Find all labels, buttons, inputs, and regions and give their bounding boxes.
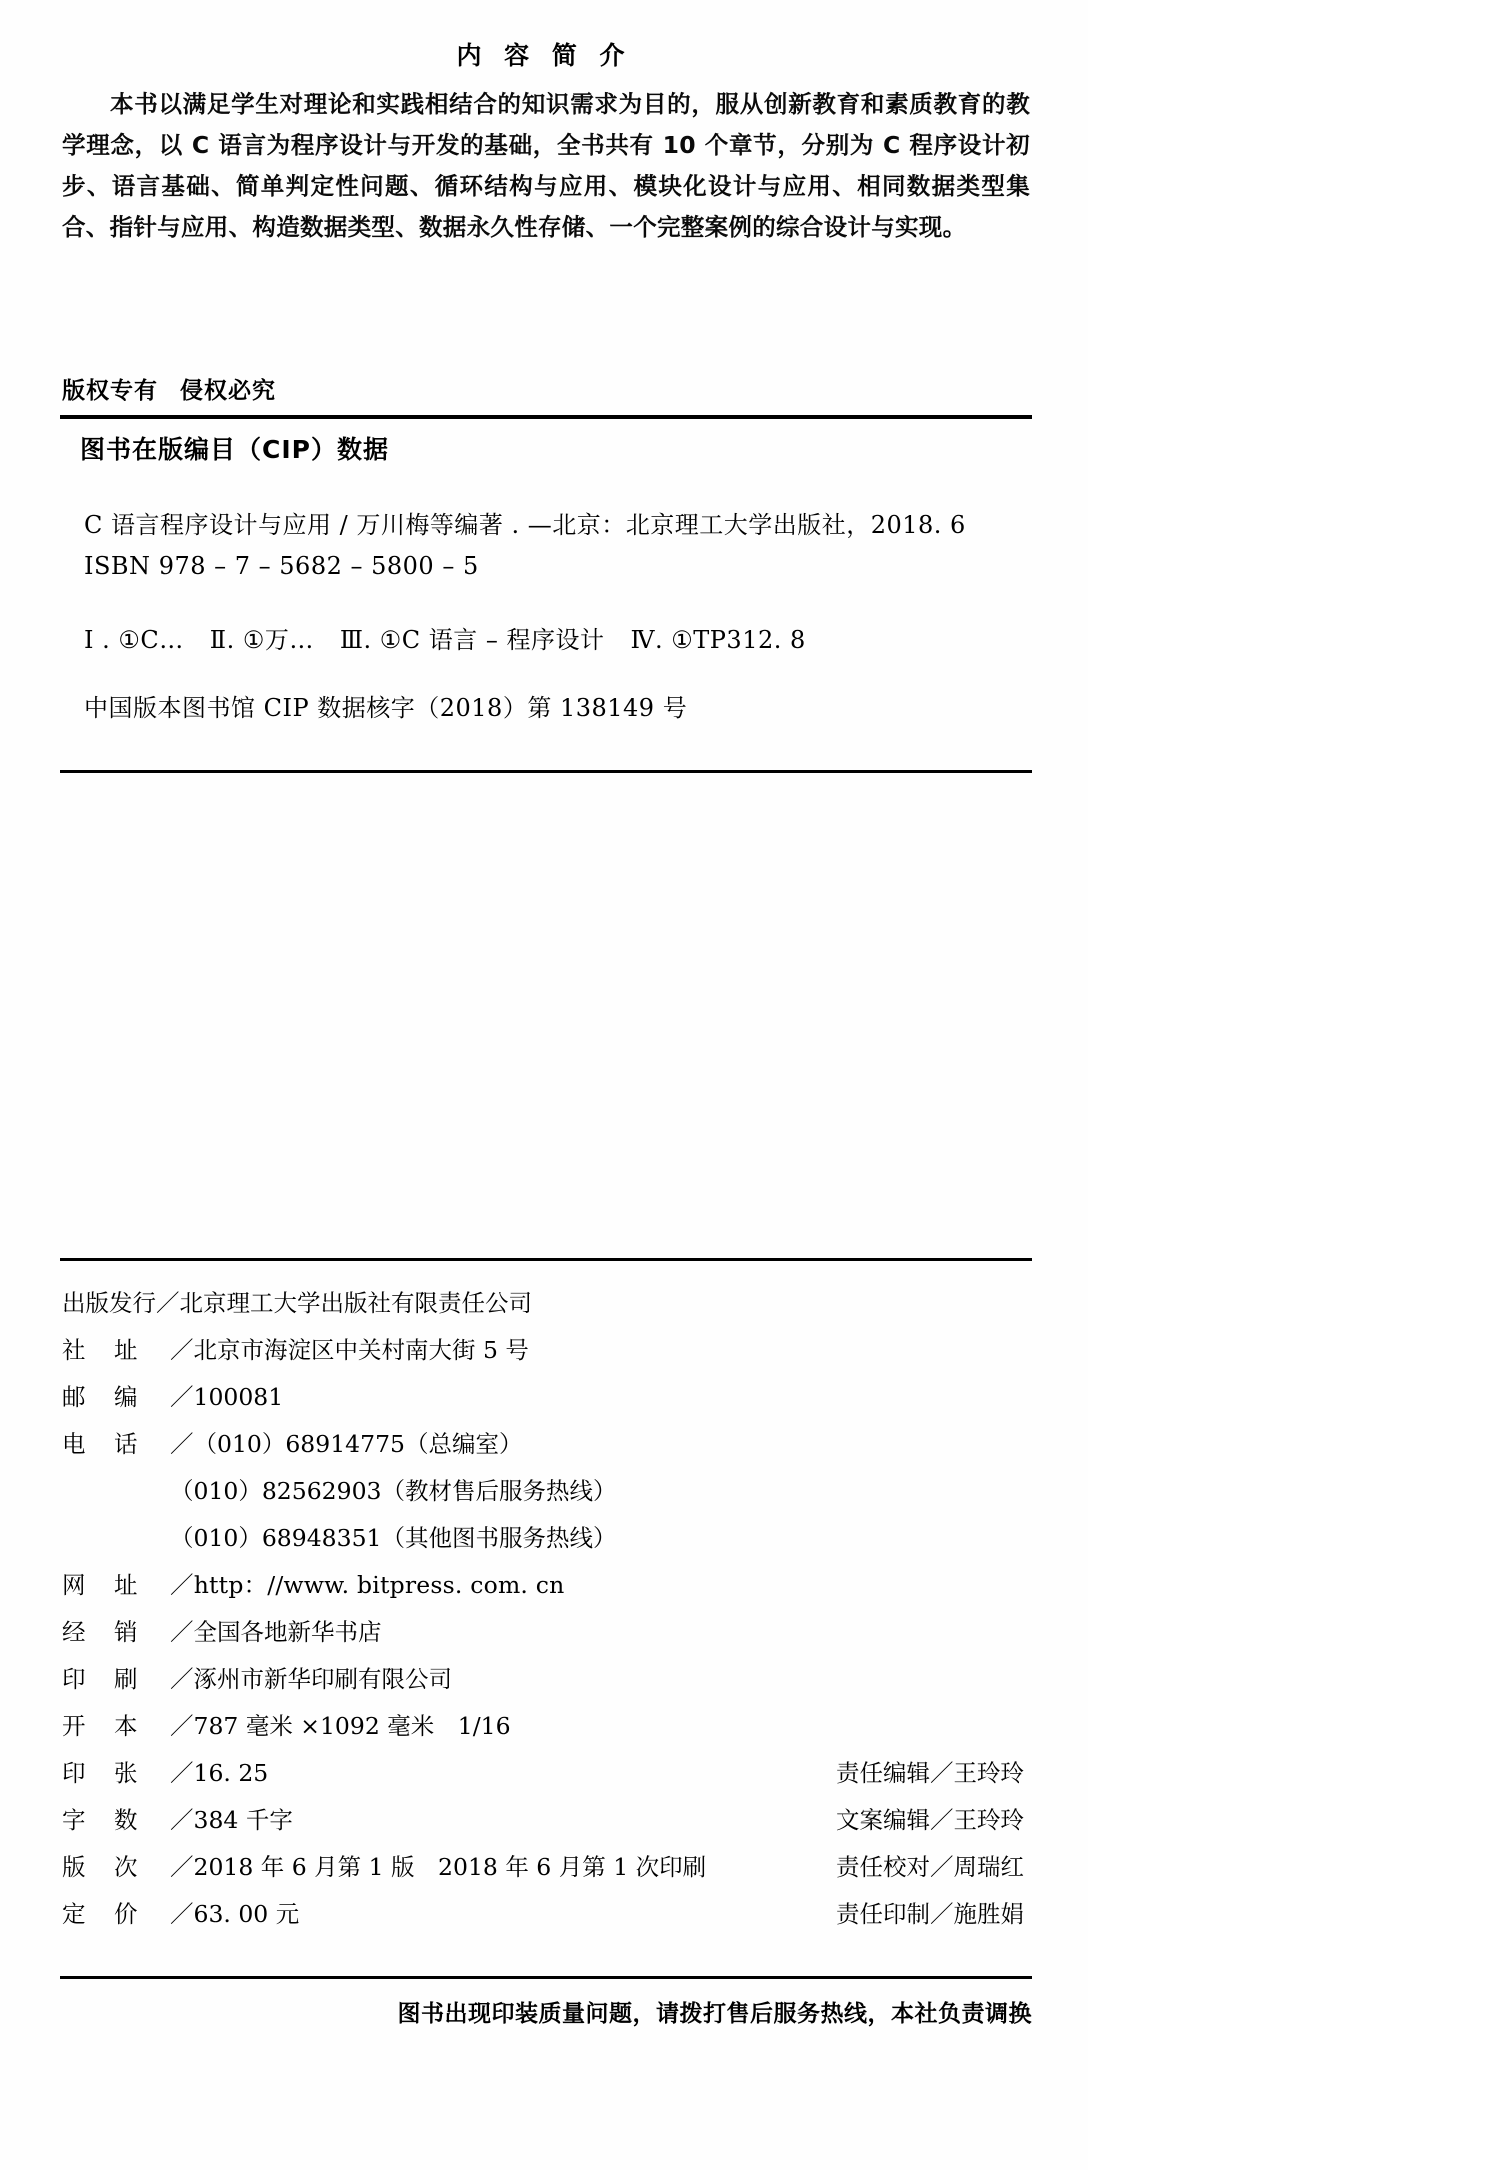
publication-row-label <box>62 1750 170 1797</box>
publication-row <box>62 1844 1032 1891</box>
publication-row <box>62 1750 1032 1797</box>
publication-label-char-1: 社 <box>62 1336 86 1364</box>
publication-label-char-2: 价 <box>114 1900 138 1928</box>
publication-row-value: ／北京市海淀区中关村南大街 5 号 <box>170 1336 529 1364</box>
publication-label-char-1: 印 <box>62 1759 86 1787</box>
cip-title-line: C 语言程序设计与应用 / 万川梅等编著 . —北京：北京理工大学出版社，2018. 6 <box>84 511 966 539</box>
publication-row-value: ／384 千字 <box>170 1806 293 1834</box>
publication-row-value: ／787 毫米 ×1092 毫米 1/16 <box>170 1712 511 1740</box>
cip-classification <box>84 620 806 655</box>
publication-label-char-1: 印 <box>62 1665 86 1693</box>
divider-cip-bottom <box>60 770 1032 773</box>
publication-label-char-1: 经 <box>62 1618 86 1646</box>
publication-staff-credit: 责任校对／周瑞红 <box>836 1853 1024 1881</box>
publication-label-char-1: 定 <box>62 1900 86 1928</box>
page-title: 内 容 简 介 <box>456 41 632 70</box>
publication-label-char-1: 电 <box>62 1430 86 1458</box>
publication-row <box>62 1468 1032 1515</box>
publication-row-value: ／涿州市新华印刷有限公司 <box>170 1665 452 1693</box>
publication-staff-credit: 文案编辑／王玲玲 <box>836 1806 1024 1834</box>
publication-row-value: ／100081 <box>170 1383 284 1411</box>
copyright-notice <box>62 372 276 405</box>
publication-label-char-2: 销 <box>114 1618 138 1646</box>
publication-label-char-2: 编 <box>114 1383 138 1411</box>
publication-row-value: （010）68948351（其他图书服务热线） <box>170 1524 617 1552</box>
publication-details <box>62 1280 1032 1938</box>
publication-row <box>62 1280 1032 1327</box>
publication-row-label <box>62 1562 170 1609</box>
publication-row-value: ／63. 00 元 <box>170 1900 300 1928</box>
publication-row <box>62 1374 1032 1421</box>
cip-heading: 图书在版编目（CIP）数据 <box>80 435 389 464</box>
publication-staff-credit: 责任编辑／王玲玲 <box>836 1759 1024 1787</box>
cip-isbn: ISBN 978 – 7 – 5682 – 5800 – 5 <box>84 552 479 580</box>
publication-row <box>62 1562 1032 1609</box>
publication-label-char-2: 刷 <box>114 1665 138 1693</box>
publication-row-label <box>62 1327 170 1374</box>
cip-class-1: Ⅰ . ①C… <box>84 626 184 654</box>
publication-row-label <box>62 1609 170 1656</box>
publication-row-value: ／全国各地新华书店 <box>170 1618 382 1646</box>
publication-row-label <box>62 1703 170 1750</box>
publication-row <box>62 1609 1032 1656</box>
publication-row-label <box>62 1421 170 1468</box>
publication-row <box>62 1797 1032 1844</box>
publication-row-label <box>62 1891 170 1938</box>
publication-label-char-1: 网 <box>62 1571 86 1599</box>
publication-label-char-1: 邮 <box>62 1383 86 1411</box>
publication-label-char-2: 数 <box>114 1806 138 1834</box>
publication-label-char-2: 话 <box>114 1430 138 1458</box>
publication-row-label <box>62 1374 170 1421</box>
publication-row-value: ／北京理工大学出版社有限责任公司 <box>156 1289 532 1317</box>
content-summary-paragraph: 本书以满足学生对理论和实践相结合的知识需求为目的，服从创新教育和素质教育的教学理念，以 C 语言为程序设计与开发的基础，全书共有 10 个章节，分别为 C 程序设计初步、语言基础、简单判定性问题、循环结构与应用、模块化设计与应用、相同数据类型集合、指针与应用、构造数据类型、数据永久性存储、一个完整案例的综合设计与实现。 <box>62 90 1030 241</box>
publication-label-char-2: 次 <box>114 1853 138 1881</box>
divider-publication-top <box>60 1258 1032 1261</box>
publication-row <box>62 1703 1032 1750</box>
divider-top <box>60 415 1032 419</box>
publication-row-value: （010）82562903（教材售后服务热线） <box>170 1477 617 1505</box>
publication-row <box>62 1656 1032 1703</box>
cip-class-3: Ⅲ. ①C 语言 – 程序设计 <box>339 626 605 654</box>
publication-label-char-2: 张 <box>114 1759 138 1787</box>
cip-class-2: Ⅱ. ①万… <box>209 626 314 654</box>
publication-row-label <box>62 1797 170 1844</box>
publication-row <box>62 1421 1032 1468</box>
publication-row <box>62 1891 1032 1938</box>
cip-class-4: Ⅳ. ①TP312. 8 <box>630 626 806 654</box>
footer-quality-note: 图书出现印装质量问题，请拨打售后服务热线，本社负责调换 <box>397 2001 1032 2027</box>
divider-publication-bottom <box>60 1976 1032 1979</box>
publication-label-char-2: 址 <box>114 1571 138 1599</box>
publication-row-value: ／http：//www. bitpress. com. cn <box>170 1571 565 1599</box>
publication-row-label <box>62 1656 170 1703</box>
publication-row-label: 出版发行 <box>62 1289 156 1317</box>
cip-catalog-number: 中国版本图书馆 CIP 数据核字（2018）第 138149 号 <box>84 694 688 722</box>
publication-label-char-2: 本 <box>114 1712 138 1740</box>
publication-label-char-1: 字 <box>62 1806 86 1834</box>
publication-label-char-2: 址 <box>114 1336 138 1364</box>
publication-row-value: ／16. 25 <box>170 1759 269 1787</box>
publication-row <box>62 1327 1032 1374</box>
publication-row <box>62 1515 1032 1562</box>
publication-label-char-1: 开 <box>62 1712 86 1740</box>
publication-staff-credit: 责任印制／施胜娟 <box>836 1900 1024 1928</box>
publication-row-label <box>62 1844 170 1891</box>
publication-label-char-1: 版 <box>62 1853 86 1881</box>
publication-row-value: ／（010）68914775（总编室） <box>170 1430 523 1458</box>
publication-row-value: ／2018 年 6 月第 1 版 2018 年 6 月第 1 次印刷 <box>170 1853 707 1881</box>
copyright-notice-right: 侵权必究 <box>180 378 276 404</box>
copyright-notice-left: 版权专有 <box>62 378 158 404</box>
